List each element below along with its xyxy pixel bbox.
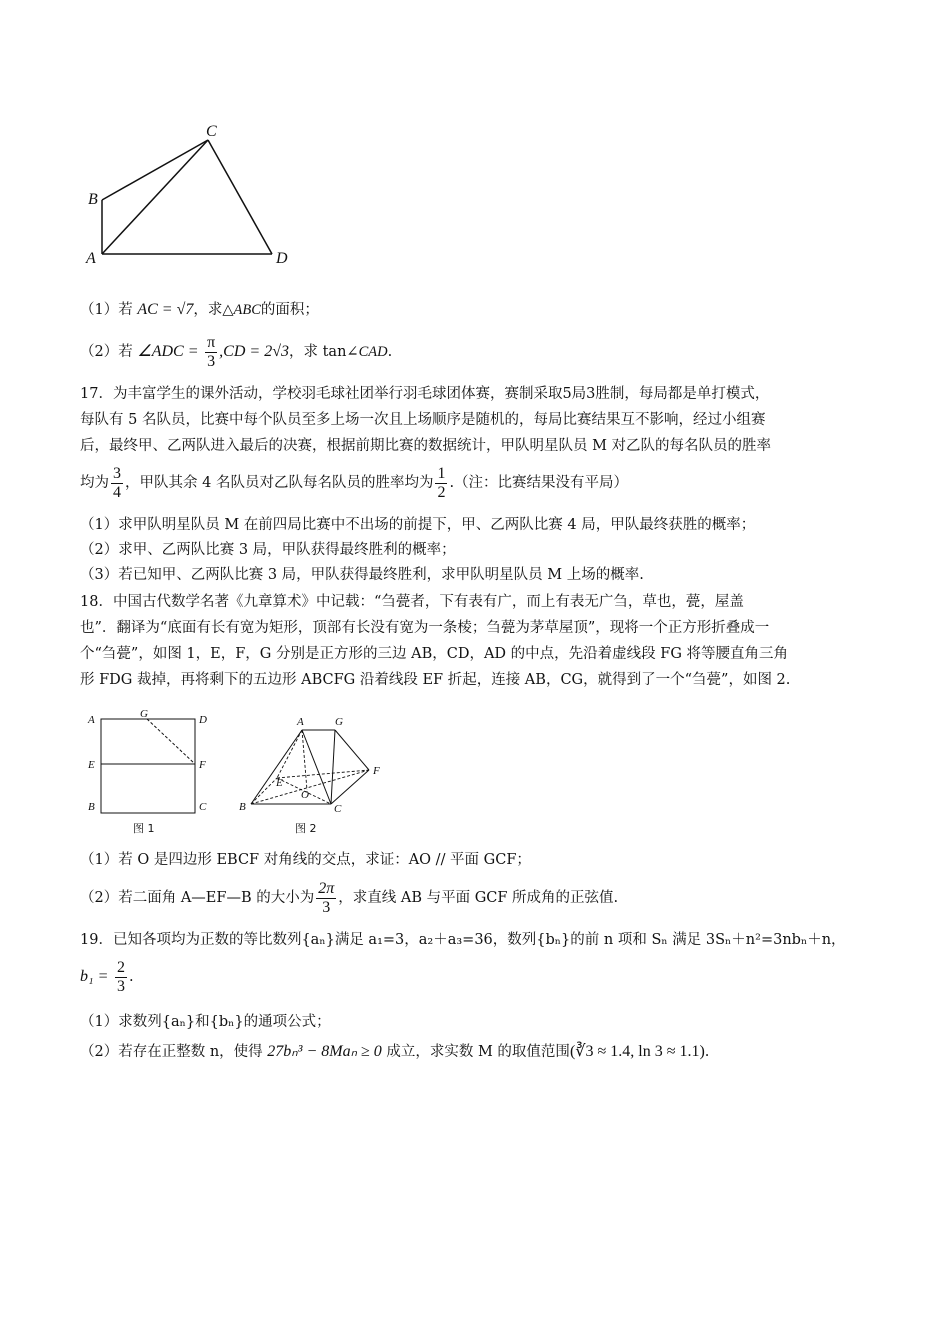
label-B: B [88, 191, 98, 208]
fig1-label-B: B [88, 801, 95, 813]
fig1-label-C: C [199, 801, 207, 813]
p18-line-1: 18．中国古代数学名著《九章算术》中记载：“刍甍者，下有表有广，而上有表无广刍，草也，甍，屋盖 [80, 594, 744, 610]
fig1-caption: 图 1 [133, 822, 155, 835]
p19-question-2: （2）若存在正整数 n，使得 27bₙ³ − 8Maₙ ≥ 0 成立，求实数 M 的取值范围(∛3 ≈ 1.4, ln 3 ≈ 1.1). [80, 1043, 710, 1060]
label-C: C [206, 123, 217, 140]
fig2-label-E: E [276, 777, 283, 789]
fig2-label-O: O [301, 789, 309, 801]
p19-line-1: 19．已知各项均为正数的等比数列{aₙ}满足 a₁=3，a₂＋a₃=36，数列{bₙ}的前 n 项和 Sₙ 满足 3Sₙ＋n²=3nbₙ＋n， [80, 932, 846, 948]
p17-rate-line: 均为 $\frac{3}{4}$ ，甲队其余 4 名队员对乙队每名队员的胜率均为 $\frac{1}{2}$ .（注：比赛结果没有平局） [80, 464, 629, 501]
p19-question-1: （1）求数列{aₙ}和{bₙ}的通项公式； [80, 1014, 331, 1030]
p19-b1: b₁ = $\frac{2}{3}$ . [80, 958, 134, 995]
p18-question-1: （1）若 O 是四边形 EBCF 对角线的交点，求证：AO // 平面 GCF； [80, 852, 531, 868]
fig1-label-G: G [140, 708, 148, 720]
p17-question-1: （1）求甲队明星队员 M 在前四局比赛中不出场的前提下，甲、乙两队比赛 4 局，甲队最终获胜的概率； [80, 517, 756, 533]
p18-line-3: 个“刍甍”，如图 1，E，F，G 分别是正方形的三边 AB，CD，AD 的中点，先沿着虚线段 FG 将等腰直角三角 [80, 646, 789, 662]
p17-line-3: 后，最终甲、乙两队进入最后的决赛，根据前期比赛的数据统计，甲队明星队员 M 对乙队的每名队员的胜率 [80, 438, 772, 454]
p17-question-2: （2）求甲、乙两队比赛 3 局，甲队获得最终胜利的概率； [80, 542, 456, 558]
fig2-label-F: F [373, 765, 380, 777]
fig2-label-G: G [335, 716, 343, 728]
fig2-caption: 图 2 [295, 822, 317, 835]
p17-line-2: 每队有 5 名队员，比赛中每个队员至多上场一次且上场顺序是随机的，每局比赛结果互不影响，经过小组赛 [80, 412, 766, 428]
p17-line-1: 17．为丰富学生的课外活动，学校羽毛球社团举行羽毛球团体赛，赛制采取5局3胜制，每局都是单打模式， [80, 386, 770, 402]
p17-question-3: （3）若已知甲、乙两队比赛 3 局，甲队获得最终胜利，求甲队明星队员 M 上场的概率. [80, 567, 644, 583]
quadrilateral-figure [80, 118, 300, 273]
fig1-label-E: E [88, 759, 95, 771]
fig2-label-C: C [334, 803, 342, 815]
fig1-label-D: D [199, 714, 207, 726]
label-D: D [276, 250, 288, 267]
fig2-label-A: A [297, 716, 304, 728]
p18-line-4: 形 FDG 裁掉，再将剩下的五边形 ABCFG 沿着线段 EF 折起，连接 AB，CG，就得到了一个“刍甍”，如图 2. [80, 672, 791, 688]
p16-question-2: （2）若 ∠ADC = $\frac{\pi}{3}$ ,CD = 2√3，求 tan∠CAD. [80, 333, 393, 370]
fig1-label-A: A [88, 714, 95, 726]
fig1-label-F: F [199, 759, 206, 771]
figure-2-solid [235, 708, 395, 838]
p16-question-1: （1）若 AC = √7，求△ABC的面积； [80, 301, 319, 318]
p18-line-2: 也”．翻译为“底面有长有宽为矩形，顶部有长没有宽为一条棱；刍甍为茅草屋顶”，现将一个正方形折叠成一 [80, 620, 770, 636]
label-A: A [86, 250, 96, 267]
figure-1-square [85, 708, 215, 838]
fig2-label-B: B [239, 801, 246, 813]
p18-question-2: （2）若二面角 A—EF—B 的大小为 $\frac{2\pi}{3}$ ，求直线 AB 与平面 GCF 所成角的正弦值. [80, 879, 619, 916]
